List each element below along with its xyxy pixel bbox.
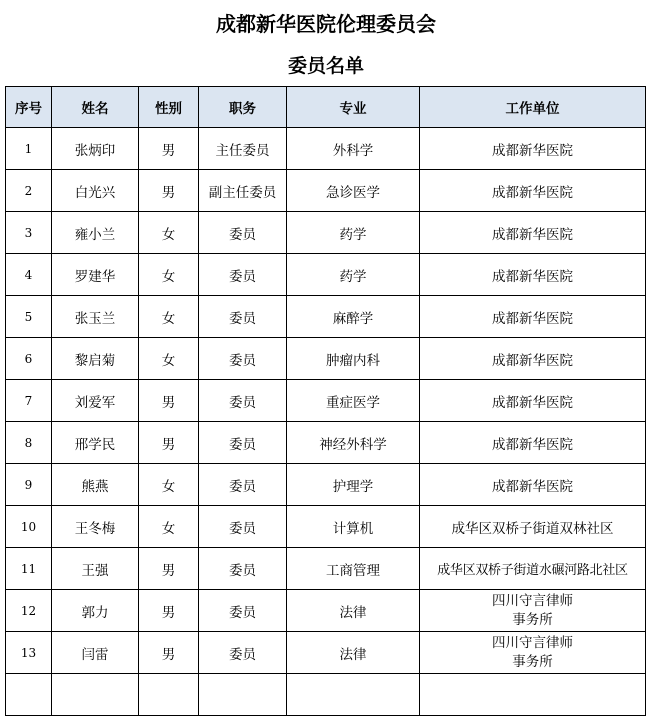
cell-workplace: 成都新华医院 (420, 128, 646, 170)
cell-specialty: 急诊医学 (287, 170, 420, 212)
table-row (6, 506, 646, 548)
cell-gender: 女 (139, 338, 199, 380)
table-row (6, 170, 646, 212)
cell-empty (420, 674, 646, 716)
table-row (6, 422, 646, 464)
cell-position: 委员 (199, 548, 287, 590)
workplace-line: 事务所 (512, 653, 553, 670)
table-row-partial (6, 674, 646, 716)
cell-specialty: 麻醉学 (287, 296, 420, 338)
header-specialty: 专业 (287, 87, 420, 128)
cell-name: 郭力 (52, 590, 139, 632)
cell-name: 熊燕 (52, 464, 139, 506)
cell-specialty: 法律 (287, 590, 420, 632)
cell-name: 王强 (52, 548, 139, 590)
table-row (6, 296, 646, 338)
cell-position: 委员 (199, 212, 287, 254)
cell-workplace (420, 632, 646, 674)
cell-position: 委员 (199, 422, 287, 464)
cell-seq: 9 (6, 464, 52, 506)
document-subtitle: 委员名单 (287, 55, 364, 77)
cell-position: 委员 (199, 590, 287, 632)
cell-gender: 男 (139, 128, 199, 170)
cell-seq: 2 (6, 170, 52, 212)
cell-workplace: 成都新华医院 (420, 464, 646, 506)
cell-position: 委员 (199, 254, 287, 296)
cell-specialty: 计算机 (287, 506, 420, 548)
cell-specialty: 护理学 (287, 464, 420, 506)
header-workplace: 工作单位 (420, 87, 646, 128)
table-row (6, 590, 646, 632)
cell-gender: 女 (139, 464, 199, 506)
cell-specialty: 药学 (287, 212, 420, 254)
cell-workplace (420, 590, 646, 632)
cell-name: 邢学民 (52, 422, 139, 464)
cell-gender: 男 (139, 590, 199, 632)
cell-empty (52, 674, 139, 716)
header-seq: 序号 (6, 87, 52, 128)
cell-seq: 11 (6, 548, 52, 590)
cell-specialty: 重症医学 (287, 380, 420, 422)
table-row (6, 632, 646, 674)
cell-seq: 1 (6, 128, 52, 170)
cell-name: 张炳印 (52, 128, 139, 170)
cell-name: 罗建华 (52, 254, 139, 296)
cell-empty (287, 674, 420, 716)
cell-name: 黎启菊 (52, 338, 139, 380)
cell-workplace: 成都新华医院 (420, 338, 646, 380)
cell-workplace: 成都新华医院 (420, 212, 646, 254)
cell-position: 副主任委员 (199, 170, 287, 212)
cell-seq: 10 (6, 506, 52, 548)
cell-workplace: 成都新华医院 (420, 254, 646, 296)
table-row (6, 338, 646, 380)
cell-gender: 男 (139, 170, 199, 212)
cell-gender: 女 (139, 254, 199, 296)
cell-seq: 5 (6, 296, 52, 338)
table-row (6, 128, 646, 170)
table-header-row (6, 87, 646, 128)
cell-specialty: 法律 (287, 632, 420, 674)
workplace-line: 四川守言律师 (492, 634, 573, 651)
header-gender: 性别 (139, 87, 199, 128)
cell-position: 主任委员 (199, 128, 287, 170)
header-position: 职务 (199, 87, 287, 128)
table-row (6, 212, 646, 254)
cell-specialty: 工商管理 (287, 548, 420, 590)
cell-workplace: 成华区双桥子街道双林社区 (420, 506, 646, 548)
workplace-line: 四川守言律师 (492, 592, 573, 609)
cell-empty (6, 674, 52, 716)
cell-specialty: 神经外科学 (287, 422, 420, 464)
cell-gender: 男 (139, 548, 199, 590)
cell-seq: 13 (6, 632, 52, 674)
table-row (6, 380, 646, 422)
cell-gender: 女 (139, 212, 199, 254)
cell-workplace: 成都新华医院 (420, 170, 646, 212)
cell-specialty: 外科学 (287, 128, 420, 170)
header-name: 姓名 (52, 87, 139, 128)
cell-name: 白光兴 (52, 170, 139, 212)
cell-position: 委员 (199, 464, 287, 506)
cell-specialty: 药学 (287, 254, 420, 296)
cell-workplace: 成华区双桥子街道水碾河路北社区 (420, 548, 646, 590)
cell-seq: 6 (6, 338, 52, 380)
cell-workplace: 成都新华医院 (420, 422, 646, 464)
cell-workplace: 成都新华医院 (420, 296, 646, 338)
members-table (5, 86, 646, 716)
document-title: 成都新华医院伦理委员会 (216, 12, 436, 36)
cell-name: 张玉兰 (52, 296, 139, 338)
cell-position: 委员 (199, 632, 287, 674)
cell-gender: 男 (139, 380, 199, 422)
cell-position: 委员 (199, 296, 287, 338)
cell-name: 雍小兰 (52, 212, 139, 254)
cell-empty (199, 674, 287, 716)
cell-gender: 男 (139, 422, 199, 464)
cell-gender: 女 (139, 296, 199, 338)
cell-gender: 男 (139, 632, 199, 674)
cell-name: 刘爱军 (52, 380, 139, 422)
cell-specialty: 肿瘤内科 (287, 338, 420, 380)
cell-seq: 3 (6, 212, 52, 254)
cell-position: 委员 (199, 380, 287, 422)
workplace-line: 事务所 (512, 611, 553, 628)
table-row (6, 254, 646, 296)
table-row (6, 548, 646, 590)
cell-seq: 8 (6, 422, 52, 464)
cell-workplace: 成都新华医院 (420, 380, 646, 422)
cell-name: 闫雷 (52, 632, 139, 674)
table-row (6, 464, 646, 506)
cell-empty (139, 674, 199, 716)
cell-seq: 4 (6, 254, 52, 296)
cell-seq: 7 (6, 380, 52, 422)
cell-gender: 女 (139, 506, 199, 548)
cell-position: 委员 (199, 338, 287, 380)
cell-position: 委员 (199, 506, 287, 548)
cell-name: 王冬梅 (52, 506, 139, 548)
cell-seq: 12 (6, 590, 52, 632)
